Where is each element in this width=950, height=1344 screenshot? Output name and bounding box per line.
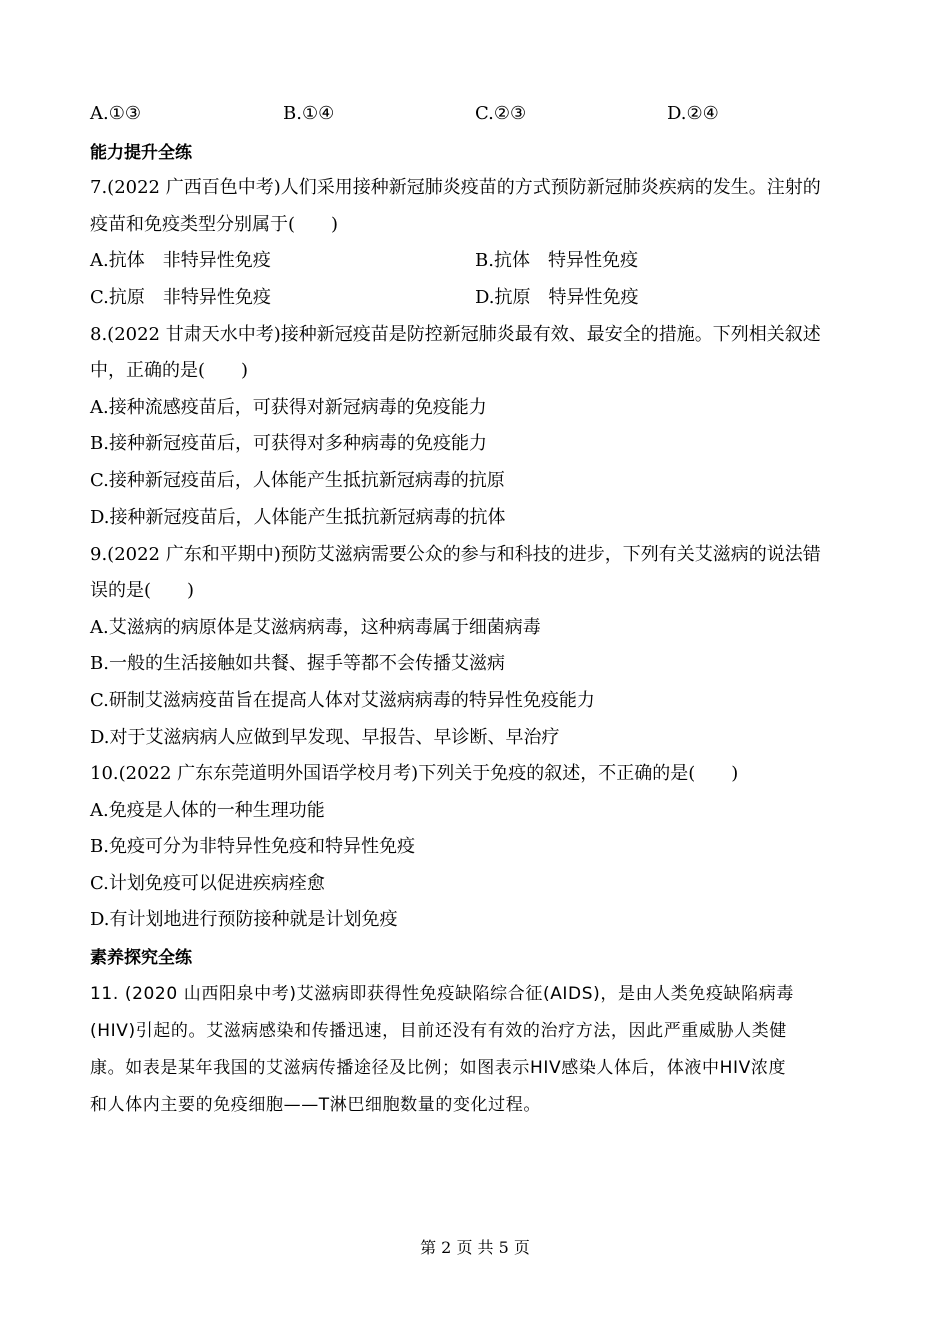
q10-stem: 10.(2022 广东东莞道明外国语学校月考)下列关于免疫的叙述，不正确的是( ) [90, 763, 739, 784]
q6-option-d: D.②④ [667, 103, 719, 124]
q10-option-a: A.免疫是人体的一种生理功能 [90, 800, 325, 821]
q11-line3: 康。如表是某年我国的艾滋病传播途径及比例；如图表示HIV感染人体后，体液中HIV浓度 [90, 1058, 787, 1078]
q6-option-a: A.①③ [90, 103, 141, 124]
q9-option-c: C.研制艾滋病疫苗旨在提高人体对艾滋病病毒的特异性免疫能力 [90, 690, 595, 711]
q7-option-a: A.抗体 非特异性免疫 [90, 250, 271, 271]
q10-option-b: B.免疫可分为非特异性免疫和特异性免疫 [90, 836, 415, 857]
section-heading-ability: 能力提升全练 [90, 143, 192, 163]
q7-stem-line2: 疫苗和免疫类型分别属于( ) [90, 214, 339, 235]
q7-stem-line1: 7.(2022 广西百色中考)人们采用接种新冠肺炎疫苗的方式预防新冠肺炎疾病的发生。注射的 [90, 177, 821, 198]
q8-option-d: D.接种新冠疫苗后，人体能产生抵抗新冠病毒的抗体 [90, 507, 506, 528]
q9-stem-line2: 误的是( ) [90, 580, 195, 601]
q8-option-c: C.接种新冠疫苗后，人体能产生抵抗新冠病毒的抗原 [90, 470, 505, 491]
q6-option-b: B.①④ [283, 103, 335, 124]
q8-option-b: B.接种新冠疫苗后，可获得对多种病毒的免疫能力 [90, 433, 487, 454]
q8-stem-line2: 中，正确的是( ) [90, 360, 249, 381]
q9-option-d: D.对于艾滋病病人应做到早发现、早报告、早诊断、早治疗 [90, 727, 560, 748]
q10-option-c: C.计划免疫可以促进疾病痊愈 [90, 873, 325, 894]
q11-line2: (HIV)引起的。艾滋病感染和传播迅速，目前还没有有效的治疗方法，因此严重威胁人类健 [90, 1021, 787, 1041]
q7-option-b: B.抗体 特异性免疫 [475, 250, 638, 271]
q9-option-b: B.一般的生活接触如共餐、握手等都不会传播艾滋病 [90, 653, 505, 674]
section-heading-literacy: 素养探究全练 [90, 948, 192, 968]
q8-option-a: A.接种流感疫苗后，可获得对新冠病毒的免疫能力 [90, 397, 487, 418]
q11-line1: 11. (2020 山西阳泉中考)艾滋病即获得性免疫缺陷综合征(AIDS)，是由人类免疫缺陷病毒 [90, 984, 794, 1004]
q11-line4: 和人体内主要的免疫细胞——T淋巴细胞数量的变化过程。 [90, 1095, 541, 1115]
q7-option-c: C.抗原 非特异性免疫 [90, 287, 271, 308]
q10-option-d: D.有计划地进行预防接种就是计划免疫 [90, 909, 398, 930]
q8-stem-line1: 8.(2022 甘肃天水中考)接种新冠疫苗是防控新冠肺炎最有效、最安全的措施。下列相关叙述 [90, 324, 821, 345]
q9-stem-line1: 9.(2022 广东和平期中)预防艾滋病需要公众的参与和科技的进步，下列有关艾滋病的说法错 [90, 544, 821, 565]
q6-option-c: C.②③ [475, 103, 527, 124]
q9-option-a: A.艾滋病的病原体是艾滋病病毒，这种病毒属于细菌病毒 [90, 617, 541, 638]
q7-option-d: D.抗原 特异性免疫 [475, 287, 639, 308]
page-footer: 第 2 页 共 5 页 [420, 1238, 530, 1257]
